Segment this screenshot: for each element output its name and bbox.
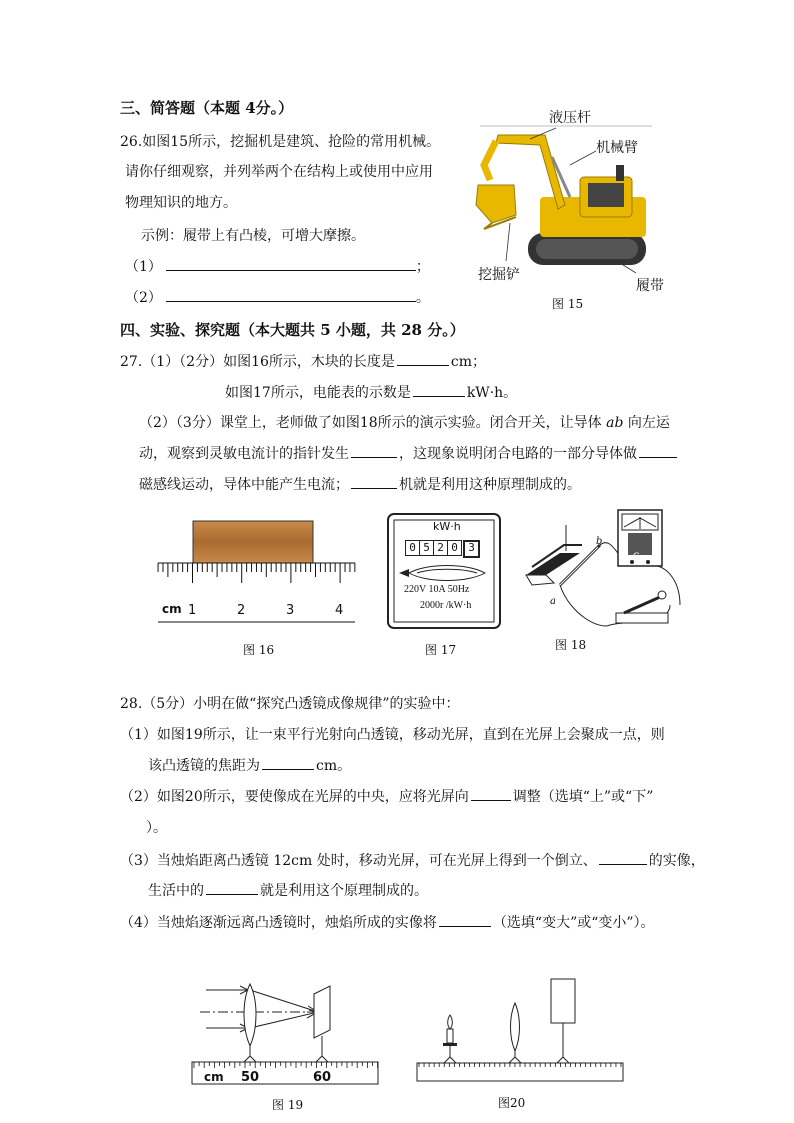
section4-heading: 四、实验、探究题（本大题共 5 小题，共 28 分。） — [120, 321, 465, 339]
fig15-label-track: 履带 — [636, 278, 664, 294]
q26-blank1[interactable] — [166, 256, 416, 271]
fig17-digits — [405, 540, 480, 558]
q27-blank-length[interactable] — [397, 351, 449, 366]
meter-digit: 5 — [420, 540, 434, 556]
q26-blank1-label: （1） — [125, 259, 162, 275]
meter-digit-decimal: 3 — [463, 540, 480, 558]
q26-blank2-label: （2） — [125, 290, 162, 306]
q28-s2-line2: ）。 — [146, 820, 167, 836]
meter-digit: 2 — [434, 540, 448, 556]
q26-blank2-end: 。 — [415, 290, 430, 306]
q28-blank-device[interactable] — [206, 880, 258, 895]
q27-p2-line1 — [139, 412, 670, 432]
q28-s1-line1: （1）如图19所示，让一束平行光射向凸透镜，移动光屏，直到在光屏上会聚成一点，则 — [120, 727, 665, 743]
q26-blank2-row — [125, 287, 430, 307]
q26-line2: 请你仔细观察，并列举两个在结构上或使用中应用 — [125, 164, 433, 180]
fig20-caption: 图20 — [498, 1096, 526, 1110]
fig17-spec: 220V 10A 50Hz — [404, 584, 470, 595]
q27-p1a-end: cm； — [450, 354, 487, 370]
q28-s3-l2a: 生活中的 — [148, 883, 204, 899]
fig18-caption: 图 18 — [555, 638, 587, 652]
q27-blank-meter[interactable] — [413, 382, 465, 397]
q28-s3-l2b: 就是利用这个原理制成的。 — [260, 883, 428, 899]
fig19-caption: 图 19 — [272, 1098, 304, 1112]
q28-s1-l2a: 该凸透镜的焦距为 — [148, 758, 260, 774]
q27-p2-line2 — [139, 443, 677, 463]
fig15-label-rod: 液压杆 — [549, 110, 591, 126]
figure-16-ruler — [155, 518, 360, 628]
fig17-caption: 图 17 — [425, 643, 457, 657]
q27-p2-line3 — [139, 474, 581, 494]
fig18-meter-g: G — [633, 552, 640, 562]
figure-18-induction — [520, 505, 690, 640]
q27-blank-machine[interactable] — [351, 474, 397, 489]
q28-s1-l2b: cm。 — [316, 758, 352, 774]
q26-line3: 物理知识的地方。 — [125, 195, 237, 211]
q28-blank-change[interactable] — [439, 912, 491, 927]
q27-p2-l3b: 机就是利用这种原理制成的。 — [399, 477, 581, 493]
q27-p2-l1a: （2）（3分）课堂上，老师做了如图18所示的演示实验。闭合开关，让导体 — [139, 415, 602, 431]
fig16-tick-4: 4 — [335, 603, 344, 618]
fig19-tick-50: 50 — [241, 1070, 260, 1085]
q28-blank-focal[interactable] — [262, 755, 314, 770]
q28-s2-line1 — [120, 786, 653, 806]
figure-20-optical-bench — [415, 975, 627, 1087]
q27-p1a-row — [120, 351, 486, 371]
q28-s4-line — [120, 912, 655, 932]
meter-digit: 0 — [448, 540, 462, 556]
q28-s3-l1b: 的实像， — [648, 853, 705, 869]
fig15-caption: 图 15 — [552, 297, 584, 311]
q28-s3-line2 — [148, 880, 428, 900]
q27-p1b-row — [225, 382, 517, 402]
fig16-unit: cm — [162, 602, 182, 616]
q28-s4-a: （4）当烛焰逐渐远离凸透镜时，烛焰所成的实像将 — [120, 915, 437, 931]
q28-s2-l1a: （2）如图20所示，要使像成在光屏的中央，应将光屏向 — [120, 789, 469, 805]
q26-blank2[interactable] — [166, 287, 416, 302]
fig18-label-a: a — [550, 596, 556, 607]
q27-p1b: 如图17所示，电能表的示数是 — [225, 385, 411, 401]
q27-blank-deflect[interactable] — [351, 443, 397, 458]
fig17-unit: kW·h — [433, 520, 461, 533]
q27-p2-l3a: 磁感线运动，导体中能产生电流； — [139, 477, 349, 493]
q27-p2-l2a: 动，观察到灵敏电流计的指针发生 — [139, 446, 349, 462]
q28-intro: 28.（5分）小明在做“探究凸透镜成像规律”的实验中： — [120, 696, 460, 712]
q27-p1b-end: kW·h。 — [466, 385, 518, 401]
q28-s2-l1b: 调整（选填“上”或“下” — [512, 789, 654, 805]
fig17-rate: 2000r /kW·h — [420, 600, 472, 611]
section3-heading: 三、简答题（本题 4分。） — [120, 99, 294, 117]
q28-blank-direction[interactable] — [471, 786, 511, 801]
fig16-tick-3: 3 — [286, 603, 295, 618]
q28-s4-b: （选填“变大”或“变小”）。 — [492, 915, 655, 931]
q28-s3-l1a: （3）当烛焰距离凸透镜 12cm 处时，移动光屏，可在光屏上得到一个倒立、 — [120, 853, 597, 869]
q27-blank-cut[interactable] — [639, 443, 677, 458]
fig16-tick-1: 1 — [188, 603, 197, 618]
q26-blank1-row — [125, 256, 430, 276]
q26-blank1-end: ； — [415, 259, 430, 275]
q27-conductor-ab: ab — [606, 415, 624, 431]
q27-p2-l1b: 向左运 — [627, 415, 670, 431]
fig16-caption: 图 16 — [243, 643, 275, 657]
fig16-tick-2: 2 — [237, 603, 246, 618]
q28-blank-image-size[interactable] — [599, 850, 647, 865]
fig19-tick-60: 60 — [313, 1070, 332, 1085]
fig18-label-b: b — [596, 536, 603, 547]
ruler-ticks — [158, 563, 355, 583]
q27-p1a: 27.（1）（2分）如图16所示，木块的长度是 — [120, 354, 395, 370]
fig19-unit: cm — [204, 1070, 224, 1084]
meter-digit: 0 — [405, 540, 420, 556]
q27-p2-l2b: ，这现象说明闭合电路的一部分导体做 — [399, 446, 637, 462]
q26-example: 示例：履带上有凸棱，可增大摩擦。 — [141, 228, 365, 244]
q26-line1: 26.如图15所示，挖掘机是建筑、抢险的常用机械。 — [120, 134, 441, 150]
q28-s3-line1 — [120, 850, 705, 870]
fig15-label-shovel: 挖掘铲 — [478, 267, 520, 283]
fig15-label-arm: 机械臂 — [596, 140, 638, 156]
q28-s1-line2 — [148, 755, 351, 775]
